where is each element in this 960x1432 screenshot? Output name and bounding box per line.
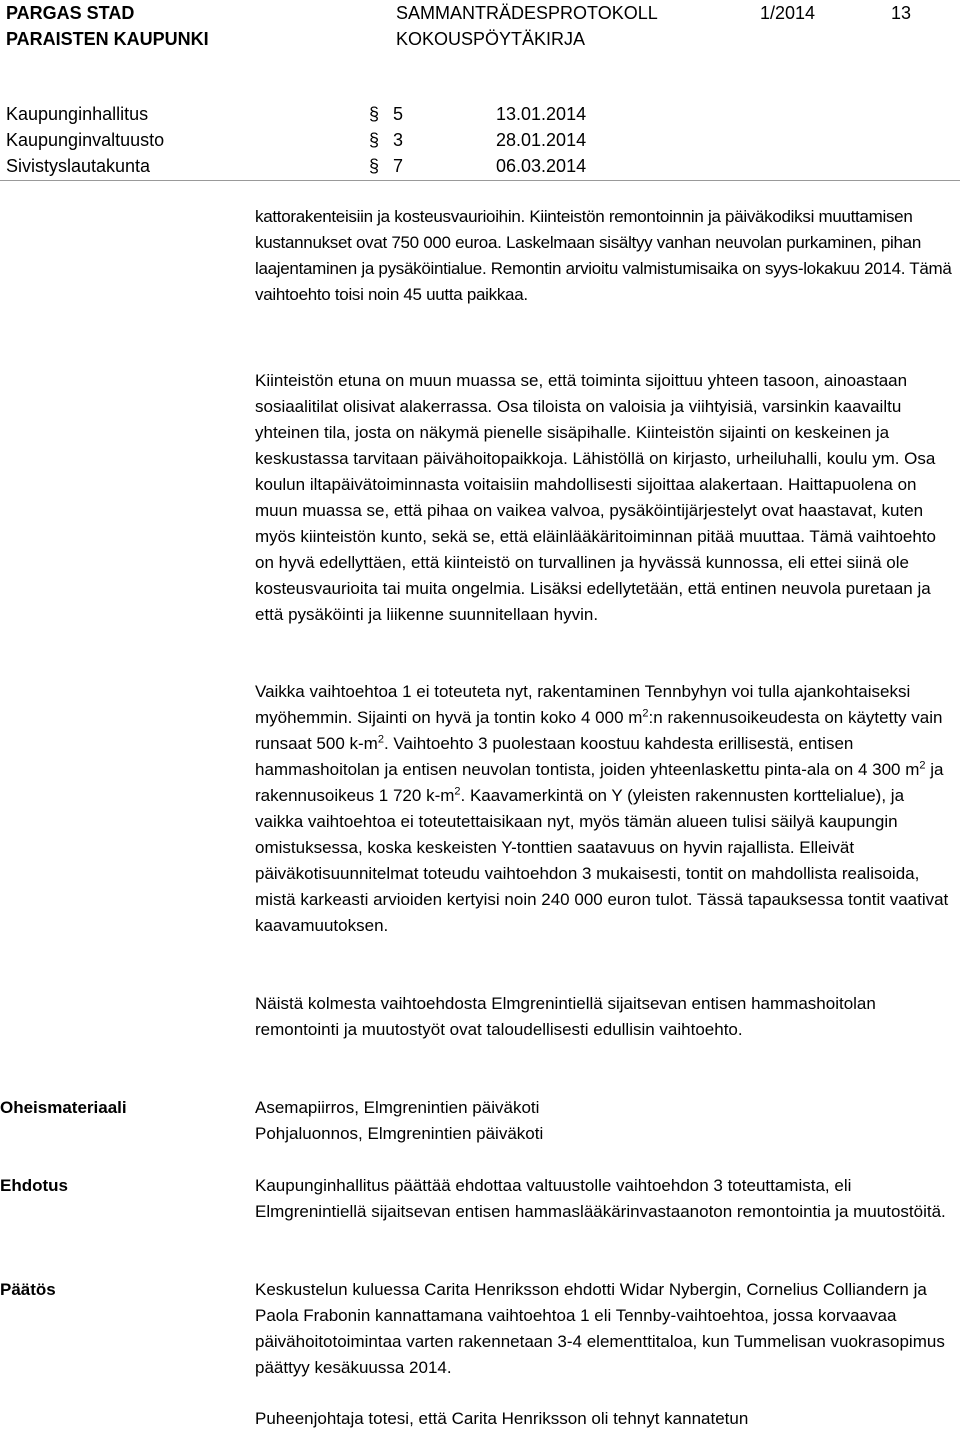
proposal-text: Kaupunginhallitus päättää ehdottaa valtuustolle vaihtoehdon 3 toteuttamista, eli Elmgrenintiellä sijaitsevan entisen hammaslääkärinvastaanoton remontointia ja muutostöitä. [255,1176,946,1221]
proposal-label: Ehdotus [0,1176,68,1195]
meeting-date: 13.01.2014 [496,104,587,124]
meeting-bodies [6,101,164,179]
section-numbers [369,101,403,179]
attachment-item: Pohjaluonnos, Elmgrenintien päiväkoti [255,1124,544,1143]
section-number: § 7 [369,153,403,179]
page-number: 13 [891,3,912,23]
attachments-label: Oheismateriaali [0,1098,127,1117]
doc-type-sv: SAMMANTRÄDESPROTOKOLL [396,3,658,23]
meeting-date: 28.01.2014 [496,130,587,150]
body-name: Sivistyslautakunta [6,156,151,176]
meeting-dates [496,101,586,179]
attachments-list [255,1095,955,1147]
doc-type-fi: KOKOUSPÖYTÄKIRJA [396,29,586,49]
decision-text: Keskustelun kuluessa Carita Henriksson ehdotti Widar Nybergin, Cornelius Colliandern ja Paola Frabonin kannattamana vaihtoehtoa 1 eli Tennby-vaihtoehtoa, jossa korvaavaa päivähoitotoimintaa varten rakennetaan 3-4 elementtitaloa, kun Tummelisan vuokrasopimus päättyy kesäkuussa 2014. [255,1280,945,1377]
document-type [396,0,658,52]
paragraph-conclusion: Näistä kolmesta vaihtoehdosta Elmgrenintiellä sijaitsevan entisen hammashoitolan remontointi ja muutostyöt ovat taloudellisesti edullisin vaihtoehto. [255,994,876,1039]
organization-name [6,0,209,52]
section-mark: § [369,156,380,176]
paragraph-advantages: Kiinteistön etuna on muun muassa se, että toiminta sijoittuu yhteen tasoon, ainoastaan sosiaalitilat olisivat alakerrassa. Osa tiloista on valoisia ja viihtyisiä, varsinkin kaavailtu yhteinen tila, josta on näkymä pienelle sisäpihalle. Kiinteistön sijainti on keskeinen ja keskustassa tarvitaan päivähoitopaikkoja. Lähistöllä on kirjasto, urheiluhalli, koulu ym. Osa koulun iltapäivätoiminnasta voitaisiin mahdollisesti sijoittaa alakertaan. Haittapuolena on muun muassa se, että pihaa on vaikea valvoa, pysäköintijärjestelyt ovat haastavat, kuten myös kiinteistön kunto, sekä se, että eläinlääkäritoiminnan pitää muuttaa. Tämä vaihtoehto on hyvä edellyttäen, että kiinteistö on turvallinen ja hyvässä kunnossa, eli ettei siinä ole kosteusvaurioita tai muita ongelmia. Lisäksi edellytetään, että entinen neuvola puretaan ja että pysäköinti ja liikenne suunnitellaan hyvin. [255,371,937,624]
section-number: § 5 [369,101,403,127]
paragraph-continuation: kattorakenteisiin ja kosteusvaurioihin. Kiinteistön remontoinnin ja päiväkodiksi muuttamisen kustannukset ovat 750 000 euroa. Laskelmaan sisältyy vanhan neuvolan purkaminen, pihan laajentaminen ja pysäköintialue. Remontin arvioitu valmistumisaika on syys-lokakuu 2014. Tämä vaihtoehto toisi noin 45 uutta paikkaa. [255,207,952,304]
decision-label: Päätös [0,1280,56,1299]
header-divider [0,180,960,181]
section-mark: § [369,104,380,124]
body-name: Kaupunginvaltuusto [6,130,165,150]
org-name-sv: PARGAS STAD [6,3,135,23]
section-mark: § [369,130,380,150]
attachment-item: Asemapiirros, Elmgrenintien päiväkoti [255,1098,540,1117]
decision-text-continued: Puheenjohtaja totesi, että Carita Henriksson oli tehnyt kannatetun [255,1409,749,1428]
org-name-fi: PARAISTEN KAUPUNKI [6,29,209,49]
document-number: 1/2014 [760,3,816,23]
meeting-date: 06.03.2014 [496,156,587,176]
body-name: Kaupunginhallitus [6,104,149,124]
paragraph-option-3: Vaikka vaihtoehtoa 1 ei toteuteta nyt, rakentaminen Tennbyhyn voi tulla ajankohtaiseksi myöhemmin. Sijainti on hyvä ja tontin koko 4 000 $m^2:n$ rakennusoikeudesta on käytetty vain runsaat 500 $k-m^2$. Vaihtoehto 3 puolestaan koostuu kahdesta erillisestä, entisen hammashoitolan ja entisen neuvolan tontista, joiden yhteenlaskettu pinta-ala on 4 300 $m^2$ ja rakennusoikeus 1 720 $k-m^2$. Kaavamerkintä on Y (yleisten rakennusten korttelialue), ja vaikka vaihtoehtoa ei toteutettaisikaan nyt, myös tämän alueen tulisi säilyä kaupungin omistuksessa, koska keskeisten Y-tonttien saatavuus on hyvin rajallista. Elleivät päiväkotisuunnitelmat toteudu vaihtoehdon 3 mukaisesti, tontit on mahdollista realisoida, mistä karkeasti arvioiden kertyisi noin 240 000 euron tulot. Tässä tapauksessa tontit vaativat kaavamuutoksen. [255,682,949,935]
section-number: § 3 [369,127,403,153]
